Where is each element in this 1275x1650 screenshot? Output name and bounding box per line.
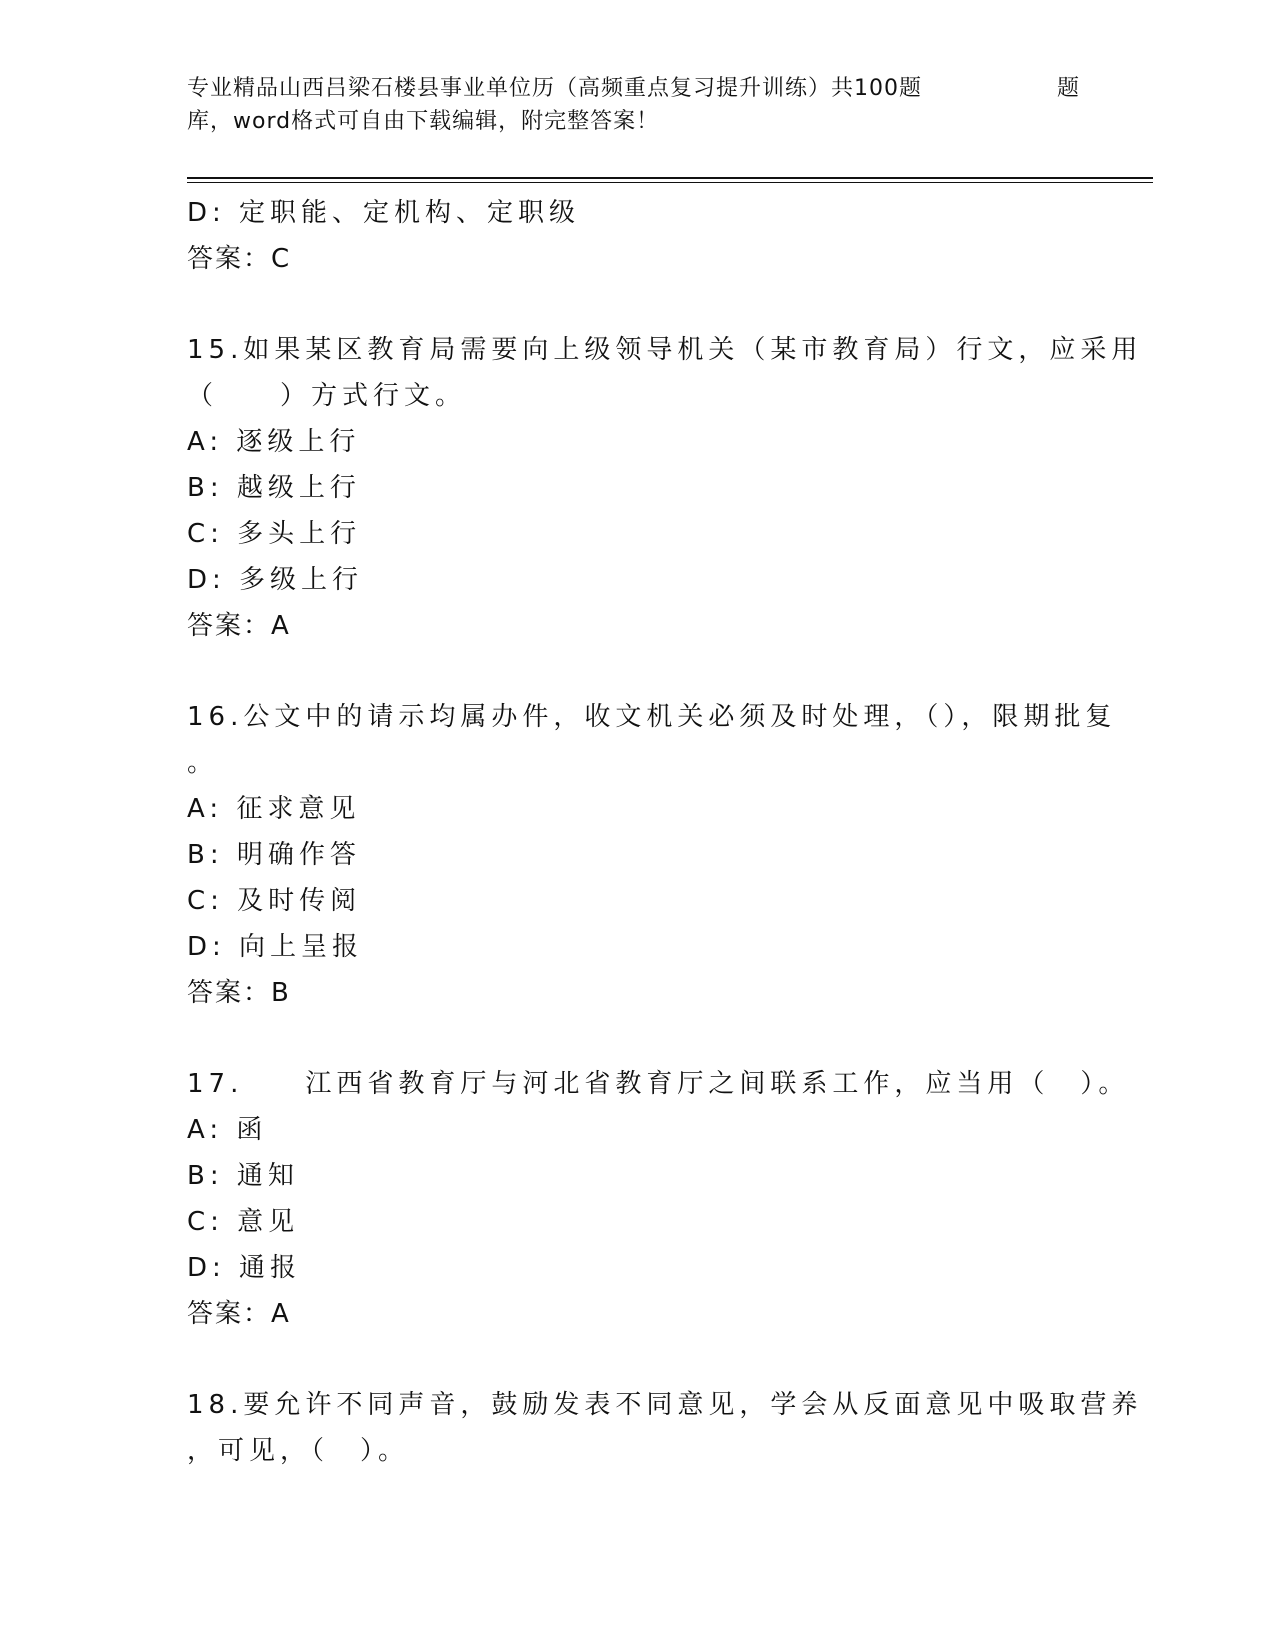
option-b: B: 越级上行 xyxy=(187,473,361,503)
previous-question-tail xyxy=(187,190,1087,282)
question-stem-continued: 。 xyxy=(187,748,219,778)
option-a: A: 逐级上行 xyxy=(187,427,361,457)
question-stem-continued: ，可见，（ ）。 xyxy=(187,1436,410,1466)
header-line-1 xyxy=(187,72,1087,105)
option-c: C: 意见 xyxy=(187,1207,300,1237)
question-stem-continued: （ ）方式行文。 xyxy=(187,381,467,411)
question-17 xyxy=(187,1061,1130,1337)
option-d: D: 多级上行 xyxy=(187,565,364,595)
header-rule-thin xyxy=(187,182,1153,183)
question-stem: 18.要允许不同声音，鼓励发表不同意见，学会从反面意见中吸取营养 xyxy=(187,1390,1143,1420)
option-d: D: 定职能、定机构、定职级 xyxy=(187,198,581,228)
option-c: C: 及时传阅 xyxy=(187,886,362,916)
question-18 xyxy=(187,1382,1143,1474)
header-rule-thick xyxy=(187,177,1153,179)
header-title: 专业精品山西吕梁石楼县事业单位历（高频重点复习提升训练）共100题 xyxy=(187,76,922,101)
spacer xyxy=(187,649,1087,694)
option-b: B: 明确作答 xyxy=(187,840,361,870)
answer-line: 答案：A xyxy=(187,611,291,641)
document-body xyxy=(187,190,1143,1474)
option-a: A: 函 xyxy=(187,1115,268,1145)
answer-line: 答案：B xyxy=(187,978,291,1008)
answer-line: 答案：C xyxy=(187,244,292,274)
header-line-2: 库，word格式可自由下载编辑，附完整答案！ xyxy=(187,109,660,134)
header-title-tail: 题 xyxy=(1057,76,1081,101)
answer-line: 答案：A xyxy=(187,1299,291,1329)
document-header xyxy=(187,72,1087,138)
question-15 xyxy=(187,327,1143,649)
question-16 xyxy=(187,694,1117,1016)
question-stem: 16.公文中的请示均属办件，收文机关必须及时处理，（），限期批复 xyxy=(187,702,1117,732)
option-d: D: 通报 xyxy=(187,1253,302,1283)
spacer xyxy=(187,1016,1087,1061)
option-c: C: 多头上行 xyxy=(187,519,362,549)
option-a: A: 征求意见 xyxy=(187,794,361,824)
option-d: D: 向上呈报 xyxy=(187,932,364,962)
spacer xyxy=(187,282,1087,327)
spacer xyxy=(187,1337,1087,1382)
option-b: B: 通知 xyxy=(187,1161,299,1191)
question-stem: 17. 江西省教育厅与河北省教育厅之间联系工作，应当用（ ）。 xyxy=(187,1069,1130,1099)
question-stem: 15.如果某区教育局需要向上级领导机关（某市教育局）行文，应采用 xyxy=(187,335,1143,365)
